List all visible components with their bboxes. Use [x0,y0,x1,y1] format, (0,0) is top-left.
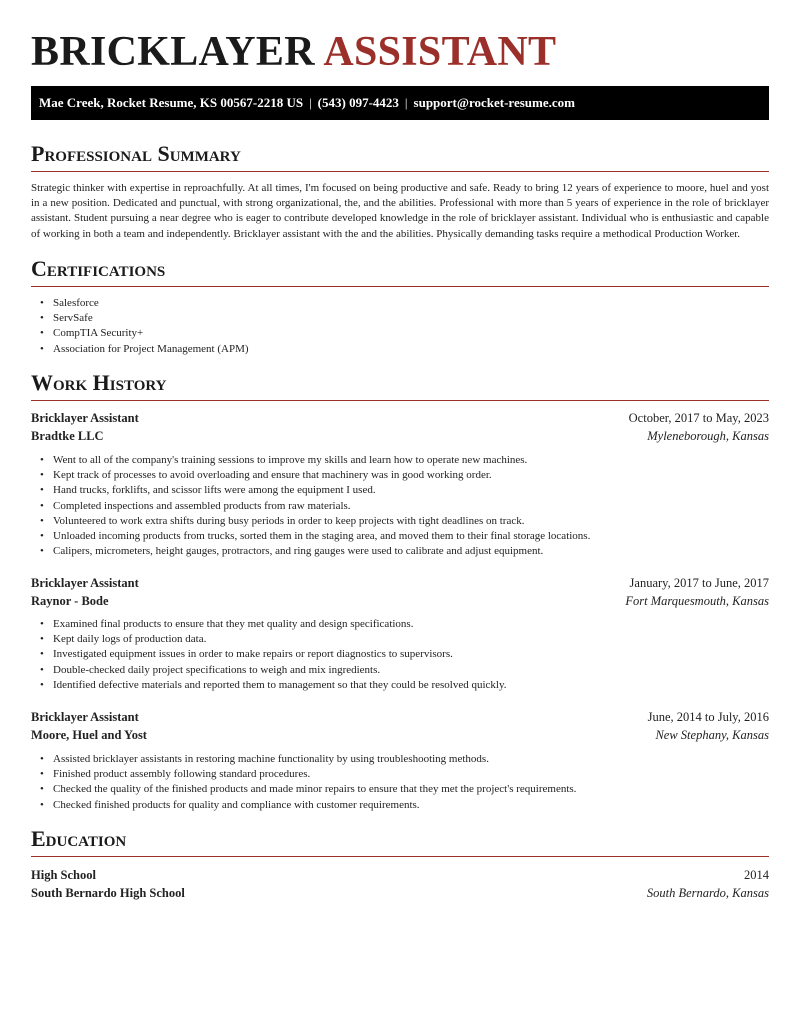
list-item: • Identified defective materials and reported them to management so that they could be resolved quickly. [53,678,507,693]
education-year: 2014 [744,868,769,882]
list-item: • Checked finished products for quality and compliance with customer requirements. [53,798,576,813]
job-location: Myleneborough, Kansas [647,429,769,443]
contact-separator: | [404,95,408,110]
education-heading: Education [31,826,769,857]
work-history-heading: Work History [31,370,769,401]
education-degree: High School [31,868,96,882]
certifications-list [53,296,249,357]
contact-phone: (543) 097-4423 [317,95,399,110]
list-item: • Calipers, micrometers, height gauges, protractors, and ring gauges were used to calibrate and adjust equipment. [53,544,590,559]
list-item: • Hand trucks, forklifts, and scissor lifts were among the equipment I used. [53,483,590,498]
job-company: Bradtke LLC [31,429,104,443]
list-item: • Volunteered to work extra shifts during busy periods in order to keep projects with tight deadlines on track. [53,514,590,529]
list-item: • CompTIA Security+ [53,326,249,341]
list-item: • Kept daily logs of production data. [53,632,507,647]
certifications-heading: Certifications [31,256,769,287]
summary-heading: Professional Summary [31,141,769,172]
contact-separator: | [309,95,312,110]
job-company: Raynor - Bode [31,594,109,608]
job-duties-list [53,617,507,693]
job-dates: January, 2017 to June, 2017 [629,576,769,590]
job-title: Bricklayer Assistant [31,710,139,724]
education-location: South Bernardo, Kansas [646,886,769,900]
contact-bar [31,86,769,120]
job-duties-list [53,453,590,559]
list-item: • Salesforce [53,296,249,311]
contact-address: Mae Creek, Rocket Resume, KS 00567-2218 US [39,95,304,110]
list-item: • Completed inspections and assembled products from raw materials. [53,499,590,514]
list-item: • Finished product assembly following standard procedures. [53,767,576,782]
list-item: • Checked the quality of the finished products and made minor repairs to ensure that they met the project's requirements. [53,782,576,797]
list-item: • Unloaded incoming products from trucks, sorted them in the staging area, and moved them to their final storage locations. [53,529,590,544]
list-item: • Double-checked daily project specifications to weigh and mix ingredients. [53,663,507,678]
list-item: • Went to all of the company's training sessions to improve my skills and learn how to operate new machines. [53,453,590,468]
job-dates: June, 2014 to July, 2016 [647,710,769,724]
contact-email: support@rocket-resume.com [413,95,575,110]
job-title: Bricklayer Assistant [31,411,139,425]
list-item: • ServSafe [53,311,249,326]
title-second-word: ASSISTANT [323,29,557,75]
list-item: • Examined final products to ensure that they met quality and design specifications. [53,617,507,632]
job-company: Moore, Huel and Yost [31,728,147,742]
job-dates: October, 2017 to May, 2023 [628,411,769,425]
job-location: Fort Marquesmouth, Kansas [625,594,769,608]
summary-text: Strategic thinker with expertise in reproachfully. At all times, I'm focused on being productive and safe. Ready to bring 12 years of experience to moore, huel and yost in a new position. Dedicated and punctual, with strong organizational, the, and the abilities. Professional with more than 5 years of experience in the role of bricklayer assistant. Student pursuing a near degree who is eager to contribute developed knowledge in the role of bricklayer assistant. Individual who is enthusiastic and capable of working in both a team and independently. Bricklayer assistant with the and the abilities. Physically demanding tasks require a methodical Production Worker. [31,182,769,240]
job-location: New Stephany, Kansas [655,728,769,742]
resume-title [31,28,556,76]
job-title: Bricklayer Assistant [31,576,139,590]
education-school: South Bernardo High School [31,886,185,900]
list-item: • Association for Project Management (APM) [53,342,249,357]
job-duties-list [53,752,576,813]
list-item: • Investigated equipment issues in order to make repairs or report diagnostics to supervisors. [53,647,507,662]
list-item: • Assisted bricklayer assistants in restoring machine functionality by using troubleshooting methods. [53,752,576,767]
title-first-word: BRICKLAYER [31,29,315,75]
list-item: • Kept track of processes to avoid overloading and ensure that machinery was in good working order. [53,468,590,483]
